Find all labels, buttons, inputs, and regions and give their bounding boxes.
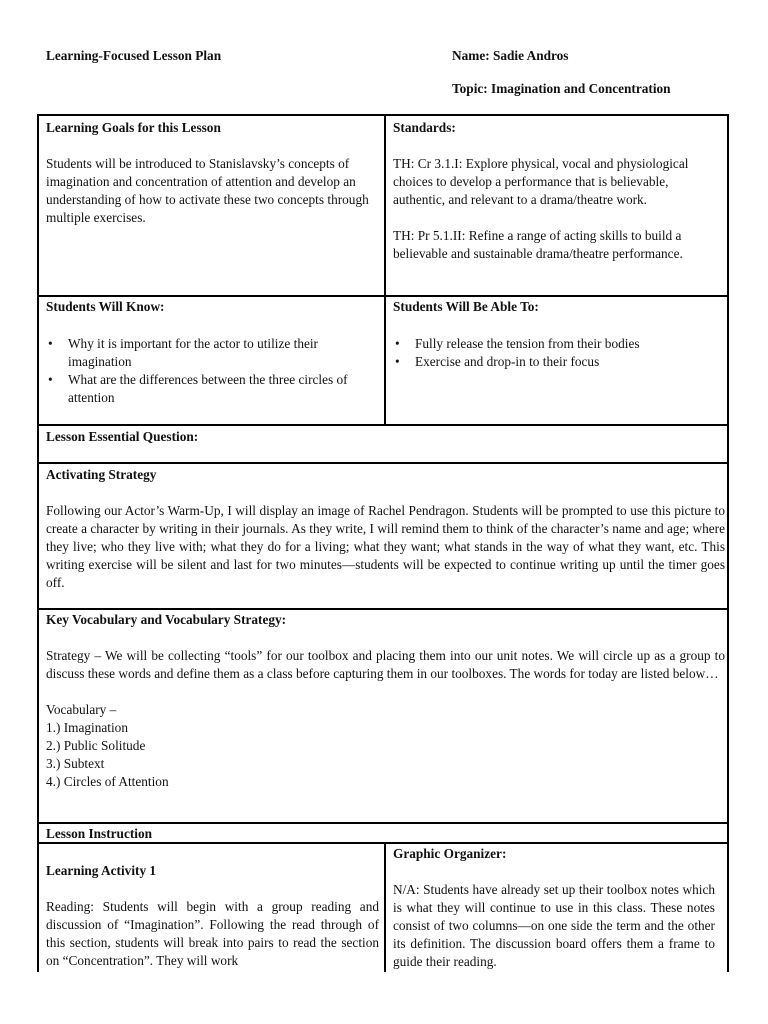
row-divider-3 bbox=[39, 462, 727, 464]
standards-heading: Standards: bbox=[393, 120, 456, 135]
activating-strategy-text: Following our Actor’s Warm-Up, I will display an image of Rachel Pendragon. Students will be prompted to use this picture to create a character by writing in their journals. As they write, I will remind them to think of the character’s name and age; where they live; who they live with; what they do for a living; what they want; what stands in the way of what they want, etc. This writing exercise will be silent and last for two minutes—students will be expected to continue writing up until the timer goes off. bbox=[46, 503, 725, 590]
students-will-know-cell bbox=[39, 298, 383, 407]
vocabulary-label: Vocabulary – bbox=[46, 702, 117, 717]
students-will-know-list bbox=[46, 335, 365, 407]
learning-goals-cell bbox=[39, 119, 383, 227]
vocabulary-strategy-text: Strategy – We will be collecting “tools” for our toolbox and placing them into our unit notes. We will circle up as a group to discuss these words and define them as a class before capturing them in our toolboxes. The words for today are listed below… bbox=[46, 648, 725, 681]
lesson-topic: Topic: Imagination and Concentration bbox=[452, 81, 671, 96]
standard-item: TH: Pr 5.1.II: Refine a range of acting skills to build a believable and sustainable drama/theatre performance. bbox=[393, 228, 683, 261]
activating-strategy-cell bbox=[39, 466, 729, 592]
vocabulary-heading: Key Vocabulary and Vocabulary Strategy: bbox=[46, 612, 287, 627]
learning-goals-text: Students will be introduced to Stanislavsky’s concepts of imagination and concentration of attention and develop an understanding of how to activate these two concepts through multiple exercises. bbox=[46, 156, 369, 225]
students-will-be-able-list bbox=[393, 335, 729, 371]
lesson-plan-title: Learning-Focused Lesson Plan bbox=[46, 48, 222, 63]
list-item: • Exercise and drop-in to their focus bbox=[393, 353, 729, 371]
vocabulary-item: 2.) Public Solitude bbox=[46, 738, 146, 753]
lesson-instruction-heading: Lesson Instruction bbox=[46, 826, 153, 841]
activating-strategy-heading: Activating Strategy bbox=[46, 467, 157, 482]
students-will-be-able-cell bbox=[386, 298, 729, 371]
learning-activity-text: Reading: Students will begin with a group reading and discussion of “Imagination”. Following the read through of this section, students will break into pairs to read the section on “Concentration”. They will work bbox=[46, 899, 379, 968]
learning-goals-heading: Learning Goals for this Lesson bbox=[46, 120, 221, 135]
learning-activity-cell bbox=[39, 862, 383, 970]
lesson-plan-table bbox=[37, 114, 729, 972]
learning-activity-heading: Learning Activity 1 bbox=[46, 863, 157, 878]
list-item: • Why it is important for the actor to utilize their imagination bbox=[46, 335, 365, 371]
vocabulary-cell bbox=[39, 611, 729, 791]
lesson-instruction-cell bbox=[39, 825, 729, 843]
row-divider-2 bbox=[39, 424, 727, 426]
row-divider-5 bbox=[39, 822, 727, 824]
essential-question-cell bbox=[39, 428, 729, 446]
graphic-organizer-heading: Graphic Organizer: bbox=[393, 846, 507, 861]
standard-item: TH: Cr 3.1.I: Explore physical, vocal and physiological choices to develop a performance that is believable, authentic, and relevant to a drama/theatre work. bbox=[393, 156, 689, 207]
list-item: • What are the differences between the three circles of attention bbox=[46, 371, 365, 407]
students-will-be-able-heading: Students Will Be Able To: bbox=[393, 299, 539, 314]
row-divider-1 bbox=[39, 295, 727, 297]
standards-cell bbox=[386, 119, 729, 263]
author-name: Name: Sadie Andros bbox=[452, 48, 569, 63]
list-item: • Fully release the tension from their bodies bbox=[393, 335, 729, 353]
graphic-organizer-cell bbox=[386, 845, 729, 971]
vocabulary-item: 3.) Subtext bbox=[46, 756, 105, 771]
row-divider-4 bbox=[39, 608, 727, 610]
essential-question-heading: Lesson Essential Question: bbox=[46, 429, 199, 444]
vocabulary-item: 4.) Circles of Attention bbox=[46, 774, 169, 789]
vocabulary-item: 1.) Imagination bbox=[46, 720, 128, 735]
students-will-know-heading: Students Will Know: bbox=[46, 299, 165, 314]
graphic-organizer-text: N/A: Students have already set up their toolbox notes which is what they will continue to use in this class. These notes consist of two columns—on one side the term and the other its definition. The discussion board offers them a frame to guide their reading. bbox=[393, 882, 715, 969]
